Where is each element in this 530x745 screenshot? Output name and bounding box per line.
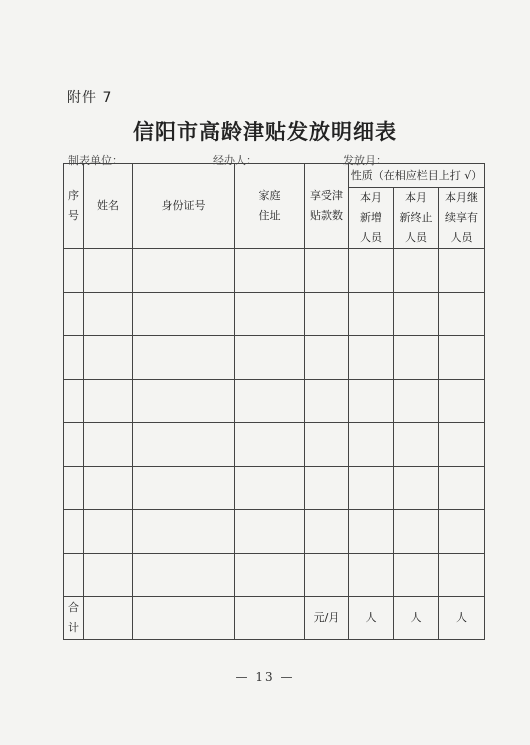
table-row [64,510,485,554]
header-amount: 享受津 贴款数 [305,164,349,249]
header-address: 家庭 住址 [235,164,305,249]
header-continuing-members: 本月继 续享有 人员 [439,188,485,249]
payment-month-label: 发放月： [343,154,387,167]
table-row [64,553,485,597]
total-label: 合 计 [64,597,84,640]
table-row [64,466,485,510]
prep-unit-label: 制表单位： [68,154,123,167]
total-ended-unit: 人 [394,597,439,640]
page-title: 信阳市高龄津贴发放明细表 [133,119,397,144]
total-new-unit: 人 [349,597,394,640]
table-row [64,292,485,336]
total-row [64,597,485,640]
header-new-members: 本月 新增 人员 [349,188,394,249]
header-nature: 性质（在相应栏目上打 √） [349,164,485,188]
header-row-1 [64,164,485,188]
header-id-number: 身份证号 [133,164,235,249]
page-number: — 13 — [235,670,295,684]
header-name: 姓名 [84,164,133,249]
table-row [64,336,485,380]
header-ended-members: 本月 新终止 人员 [394,188,439,249]
total-amount-unit: 元/月 [305,597,349,640]
table-row [64,249,485,293]
table-row [64,379,485,423]
total-continue-unit: 人 [439,597,485,640]
header-seq: 序 号 [64,164,84,249]
handler-label: 经办人： [213,154,257,167]
table-row [64,423,485,467]
allowance-table [63,163,485,640]
attachment-label: 附件 7 [67,90,113,106]
